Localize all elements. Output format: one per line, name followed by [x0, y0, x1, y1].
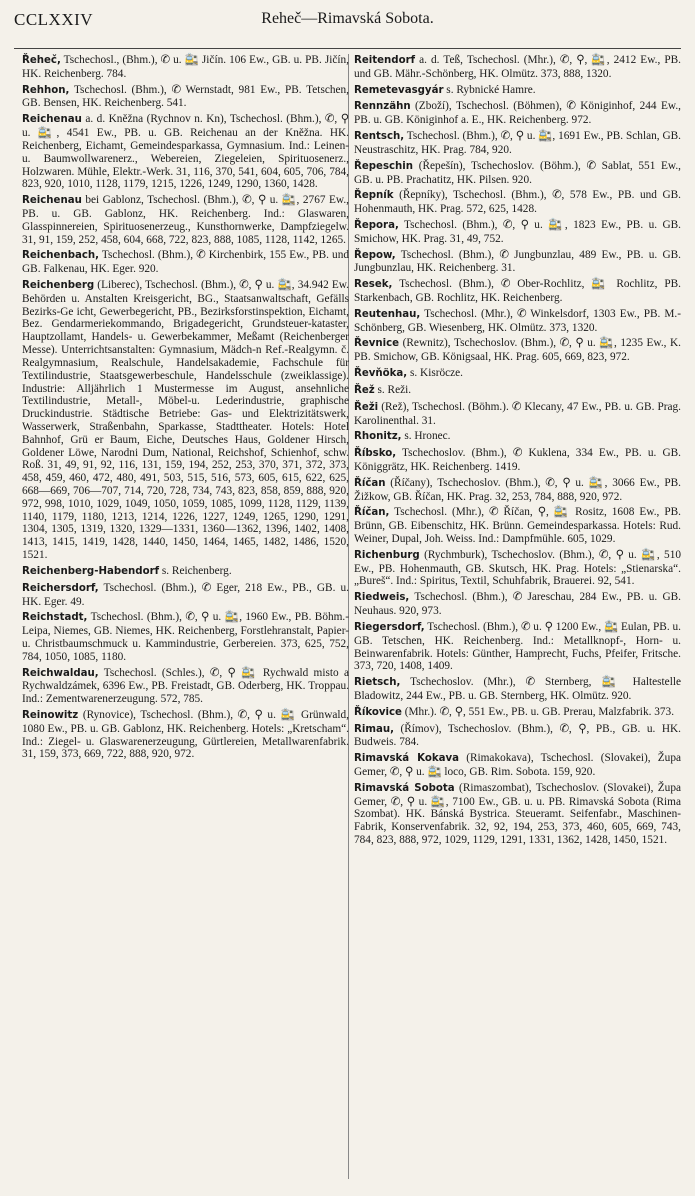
directory-entry — [354, 447, 684, 474]
entry-body: (Říčany), Tschechoslov. (Bhm.), ✆, ⚲ u. 🚉, 3066 Ew., PB. Žižkow, GB. Říčan, HK. Prag. 32, 253, 784, 888, 920, 972. — [354, 476, 684, 503]
directory-entry — [354, 781, 684, 847]
entry-headword: Reichersdorf, — [22, 582, 99, 594]
directory-entry — [354, 400, 684, 428]
entry-body: (Zboží), Tschechosl. (Böhmen), ✆ Königinhof, 244 Ew., PB. u. GB. Königinhof a. E., HK. Reichenberg. 972. — [354, 100, 684, 127]
directory-entry — [354, 54, 684, 81]
directory-entry — [354, 218, 684, 246]
entry-headword: Reinowitz — [22, 710, 79, 721]
entry-headword: Říkovice — [354, 706, 402, 718]
directory-entry — [354, 706, 681, 720]
entry-body: (Řepníky), Tschechosl. (Bhm.), ✆, 578 Ew., PB. und GB. Hohenmauth, HK. Prag. 572, 625, 1428. — [354, 189, 684, 216]
entry-body: (Rež), Tschechosl. (Böhm.). ✆ Klecany, 47 Ew., PB. u. GB. Prag. Karolinenthal. 31. — [354, 400, 684, 427]
entry-headword: Řepora, — [354, 219, 399, 231]
entry-headword: Rennzähn — [354, 101, 411, 113]
entry-body: Tschechosl. (Mhr.), ✆ Winkelsdorf, 1303 Ew., PB. M.-Schönberg, GB. Wiesenberg, HK. Olmütz. 373, 1320. — [354, 307, 681, 334]
header-rule — [14, 48, 681, 49]
left-column — [22, 54, 352, 764]
directory-entry — [354, 548, 684, 588]
entry-headword: Reichenau — [22, 114, 82, 126]
entry-headword: Řepow, — [354, 249, 396, 261]
entry-headword: Říbsko, — [354, 448, 397, 460]
entry-headword: Resek, — [354, 279, 393, 291]
entry-headword: Rhonitz, — [354, 431, 402, 443]
right-column — [354, 54, 684, 850]
entry-body: Tschechosl. (Bhm.), ✆ u. ⚲ 1200 Ew., 🚉 Eulan, PB. u. GB. Tetschen, HK. Reichenberg. Ind.: Metallknopf-, Horn- u. Beinwarenfabrik. Hotels: Günther, Hamprecht, Fuchs, Pfeifer, Fritsche. 373, 720, 1408, 1409. — [354, 620, 684, 673]
entry-body: Tschechosl. (Bhm.), ✆ Wernstadt, 981 Ew., PB. Tetschen, GB. Bensen, HK. Reichenberg. 541. — [22, 83, 352, 110]
entry-body: Tschechosl. (Bhm.), ✆ Jungbunzlau, 489 Ew., PB. u. GB. Jungbunzlau, HK. Reichenberg. 31. — [354, 248, 684, 275]
directory-entry — [22, 709, 352, 761]
entry-body: Tschechosl. (Bhm.), ✆ Kirchenbirk, 155 Ew., PB. und GB. Falkenau, HK. Eger. 920. — [22, 249, 352, 276]
entry-body: (Rimakokava), Tschechosl. (Slovakei), Župa Gemer, ✆, ⚲ u. 🚉 loco, GB. Rim. Sobota. 159, 920. — [354, 752, 684, 778]
entry-headword: Řepník — [354, 190, 394, 202]
entry-headword: Rentsch, — [354, 131, 405, 143]
entry-headword: Řevnice — [354, 338, 400, 350]
entry-headword: Řepeschin — [354, 160, 414, 172]
entry-body: (Římov), Tschechoslov. (Bhm.), ✆, ⚲, PB., GB. u. HK. Budweis. 784. — [354, 722, 684, 749]
directory-entry — [22, 249, 352, 276]
entry-headword: Říčan, — [354, 507, 390, 519]
entry-body: a. d. Teß, Tschechosl. (Mhr.), ✆, ⚲, 🚉, 2412 Ew., PB. und GB. Mähr.-Schönberg, HK. Olmütz. 373, 888, 1320. — [354, 54, 684, 80]
entry-headword: Řevňöka, — [354, 368, 408, 380]
entry-headword: Rimavská Kokava — [354, 753, 459, 765]
directory-entry — [354, 620, 684, 673]
entry-body: Tschechoslov. (Bhm.), ✆ Kuklena, 334 Ew., PB. u. GB. Königgrätz, HK. Reichenberg. 1419. — [354, 447, 684, 473]
directory-entry — [354, 722, 684, 750]
entry-headword: Remetevasgyár — [354, 84, 444, 96]
running-title: Reheč—Rimavská Sobota. — [261, 10, 434, 27]
entry-headword: Richenburg — [354, 549, 420, 561]
directory-entry — [354, 159, 684, 187]
entry-body: Tschechoslov. (Mhr.), ✆ Sternberg, 🚉 Haltestelle Bladowitz, 244 Ew., PB. u. GB. Sternberg, HK. Olmütz. 920. — [354, 676, 684, 702]
page-number: CCLXXIV — [14, 10, 94, 29]
entry-headword: Řeži — [354, 401, 379, 413]
entry-headword: Říčan — [354, 477, 386, 489]
entry-body: a. d. Kněžna (Rychnov n. Kn), Tschechosl. (Bhm.), ✆, ⚲ u. 🚉, 4541 Ew., PB. u. GB. Reichenau an der Kněžna. HK. Reichenberg, Eichamt, Gemeindesparkassa, Gymnasium. Ind.: Leinen- u. Baumwollwarenerz., Webereien, Ziegeleien, Spirituosenerz., Holzwaren. Mühle, Elektr.-Werk. 31, 116, 370, 541, 604, 605, 706, 784, 823, 920, 1010, 1128, 1179, 1215, 1226, 1249, 1290, 1360, 1428. — [22, 113, 352, 191]
directory-entry — [354, 308, 681, 335]
entry-headword: Rehhon, — [22, 84, 70, 96]
directory-entry — [354, 384, 681, 398]
directory-entry — [354, 100, 684, 127]
directory-entry — [354, 278, 684, 305]
entry-headword: Rimau, — [354, 723, 394, 735]
directory-entry — [354, 189, 684, 216]
directory-entry — [354, 84, 681, 98]
entry-headword: Reichenau — [22, 195, 82, 207]
entry-body: Tschechosl. (Mhr.), ✆ Říčan, ⚲, 🚉 Rositz, 1608 Ew., PB. Brünn, GB. Eibenschitz, HK. Brünn. Gemeindesparkassa. Hotels: Rud. Weiner, Dupal, Joh. Weiss. Ind.: Dampfmühle. 605, 1029. — [354, 506, 684, 545]
entry-headword: Reichenberg-Habendorf — [22, 565, 160, 577]
directory-entry — [22, 611, 352, 663]
entry-headword: Reutenhau, — [354, 308, 421, 320]
directory-entry — [354, 130, 684, 157]
entry-headword: Reichstadt, — [22, 612, 88, 624]
entry-body: (Rychmburk), Tschechoslov. (Bhm.), ✆, ⚲ u. 🚉, 510 Ew., PB. Hohenmauth, GB. Skutsch, HK. Prag. Hotels: „Stienarska“. „Bureš“. Ind.: Spiritus, Textil, Schuhfabrik, Brauerei. 92, 541. — [354, 548, 684, 588]
entry-body: Tschechosl. (Schles.), ✆, ⚲ 🚉 Rychwald misto a Rychwaldzámek, 6396 Ew., PB. Freistadt, GB. Oderberg, HK. Troppau. Ind.: Zementwarenerzeugung. 572, 785. — [22, 666, 352, 706]
entry-body: s. Reichenberg. — [159, 564, 232, 577]
entry-body: (Mhr.). ✆, ⚲, 551 Ew., PB. u. GB. Prerau, Malzfabrik. 373. — [401, 705, 675, 718]
entry-body: Tschechosl., (Bhm.), ✆ u. 🚉 Jičín. 106 Ew., GB. u. PB. Jičín, HK. Reichenberg. 784. — [22, 54, 352, 80]
entry-body: s. Reži. — [374, 383, 412, 396]
directory-entry — [22, 83, 352, 111]
entry-headword: Rimavská Sobota — [354, 782, 455, 794]
directory-entry — [354, 676, 684, 703]
entry-headword: Reichenberg — [22, 280, 95, 291]
directory-entry — [22, 54, 352, 81]
directory-entry — [22, 194, 352, 246]
entry-body: (Řepešín), Tschechoslov. (Böhm.), ✆ Sablat, 551 Ew., GB. u. PB. Prachatitz, HK. Pilsen. 920. — [354, 159, 684, 186]
entry-headword: Řeheč, — [22, 55, 61, 66]
directory-entry — [354, 337, 684, 364]
entry-body: Tschechosl. (Bhm.), ✆, ⚲ u. 🚉, 1960 Ew., PB. Böhm.-Leipa, Niemes, GB. Niemes, HK. Reichenberg, Forstlehranstalt, Papier- u. Christbaumschmuck u. Kammindustrie, Gerbereien. 373, 625, 752, 784, 1050, 1085, 1180. — [22, 611, 352, 663]
entry-headword: Řež — [354, 384, 375, 396]
entry-body: Tschechosl. (Bhm.), ✆, ⚲ u. 🚉, 1691 Ew., PB. Schlan, GB. Neustraschitz, HK. Prag. 784, 920. — [354, 130, 684, 156]
entry-body: s. Rybnické Hamre. — [443, 83, 536, 96]
entry-headword: Rietsch, — [354, 677, 401, 689]
directory-entry — [22, 113, 352, 191]
directory-entry — [354, 430, 681, 444]
directory-entry — [354, 506, 684, 545]
directory-entry — [22, 565, 349, 579]
entry-body: (Liberec), Tschechosl. (Bhm.), ✆, ⚲ u. 🚉, 34.942 Ew. Behörden u. Anstalten Kreisgericht, BG., Staatsanwaltschaft, Gefälls Bezirks-Ge icht, Gewerbegericht, PB., Bezirksforstinspektion, Eichamt, Bez. Gendarmeriekommando, Brigadegericht, Grundsteuer-kataster, Hauptzollamt, Handels- u. Gewerbekammer, Meßamt (Reichenberger Messe). Unterrichtsanstalten: Gymnasium, Mädch-n Ref.-Realgymn. č. Realgymnasium, Realschule, Handelsakademie, Fachschule für Textilindustrie, Staatsgewerbeschule, Handelsschule (zweiklassige). Industrie: Alljährlich 1 Mustermesse im August, ansehnliche Textilindustrie, Metall-, Möbel-u. Lederindustrie, graphische Druckindustrie. Städtische Betriebe: Gas- und Elektrizitätswerk, Wasserwerk, Straßenbahn, Sparkasse, Stadttheater. Hotels: Hotel Bahnhof, Grü er Baum, Eiche, Deutsches Haus, Goldener Hirsch, Goldener Löwe, Narodni Dum, National, Reichshof, Schienhof, schw. Roß. 31, 49, 91, 92, 116, 131, 159, 194, 252, 253, 370, 371, 372, 373, 458, 459, 460, 472, 480, 491, 503, 515, 516, 573, 605, 615, 622, 625, 668—669, 706—707, 714, 720, 728, 734, 743, 823, 858, 859, 888, 920, 972, 998, 1010, 1029, 1049, 1050, 1059, 1085, 1099, 1128, 1129, 1139, 1140, 1179, 1180, 1213, 1214, 1226, 1227, 1249, 1265, 1290, 1291, 1304, 1305, 1319, 1320, 1329—1331, 1360—1362, 1396, 1402, 1408, 1413, 1415, 1419, 1428, 1440, 1450, 1464, 1465, 1482, 1486, 1520, 1521. — [22, 279, 352, 562]
entry-body: Tschechosl. (Bhm.), ✆, ⚲ u. 🚉, 1823 Ew., PB. u. GB. Smichow, HK. Prag. 31, 49, 752. — [354, 218, 684, 245]
entry-body: (Rynovice), Tschechosl. (Bhm.), ✆, ⚲ u. 🚉 Grünwald, 1080 Ew., PB. u. GB. Gablonz, HK. Reichenberg. Hotels: „Kretscham“. Ind.: Ziegel- u. Glaswarenerzeugung, Gürtlereien, Metallwarenfabrik. 31, 159, 373, 669, 722, 888, 920, 972. — [22, 709, 352, 761]
directory-entry — [354, 248, 684, 276]
entry-body: (Rimaszombat), Tschechoslov. (Slovakei), Župa Gemer, ✆, ⚲ u. 🚉, 7100 Ew., GB. u. u. PB. Rimavská Sobota (Rima Szombat). HK. Bánská Bystrica. Steueramt. Seifenfabr., Maschinen-Fabrik, Konservenfabrik. 32, 92, 194, 253, 373, 460, 605, 669, 743, 784, 823, 888, 972, 1029, 1129, 1291, 1331, 1362, 1428, 1450, 1521. — [354, 781, 684, 847]
entry-headword: Reichenbach, — [22, 250, 100, 262]
entry-body: Tschechosl. (Bhm.), ✆ Ober-Rochlitz, 🚉 Rochlitz, PB. Starkenbach, GB. Rochlitz, HK. Reichenberg. — [354, 278, 684, 304]
entry-body: Tschechosl. (Bhm.), ✆ Jareschau, 284 Ew., PB. u. GB. Neuhaus. 920, 973. — [354, 591, 684, 618]
directory-entry — [22, 666, 352, 706]
entry-body: (Rewnitz), Tschechoslov. (Bhm.), ✆, ⚲ u. 🚉, 1235 Ew., K. PB. Smichow, GB. Königsaal, HK. Prag. 605, 669, 823, 972. — [354, 337, 684, 364]
entry-body: s. Hronec. — [401, 430, 451, 443]
page-header — [14, 4, 681, 34]
entry-body: s. Kisröcze. — [407, 367, 464, 380]
entry-body: bei Gablonz, Tschechosl. (Bhm.), ✆, ⚲ u. 🚉, 2767 Ew., PB. u. GB. Gablonz, HK. Reichenberg. Ind.: Glaswaren, Glasspinnereien, Spirituosenerzeug., Kunsthornwerke, Dampfziegelw. 31, 91, 159, 252, 458, 604, 668, 722, 823, 888, 1085, 1128, 1142, 1265. — [22, 194, 352, 246]
entry-headword: Riedweis, — [354, 592, 410, 604]
directory-entry — [354, 752, 684, 779]
entry-headword: Riegersdorf, — [354, 621, 425, 633]
directory-entry — [22, 279, 352, 562]
entry-headword: Reitendorf — [354, 55, 416, 66]
entry-body: Tschechosl. (Bhm.), ✆ Eger, 218 Ew., PB., GB. u. HK. Eger. 49. — [22, 581, 352, 608]
directory-entry — [354, 367, 681, 381]
directory-entry — [354, 591, 684, 618]
directory-entry — [354, 476, 684, 504]
directory-entry — [22, 581, 352, 609]
entry-headword: Reichwaldau, — [22, 667, 99, 679]
